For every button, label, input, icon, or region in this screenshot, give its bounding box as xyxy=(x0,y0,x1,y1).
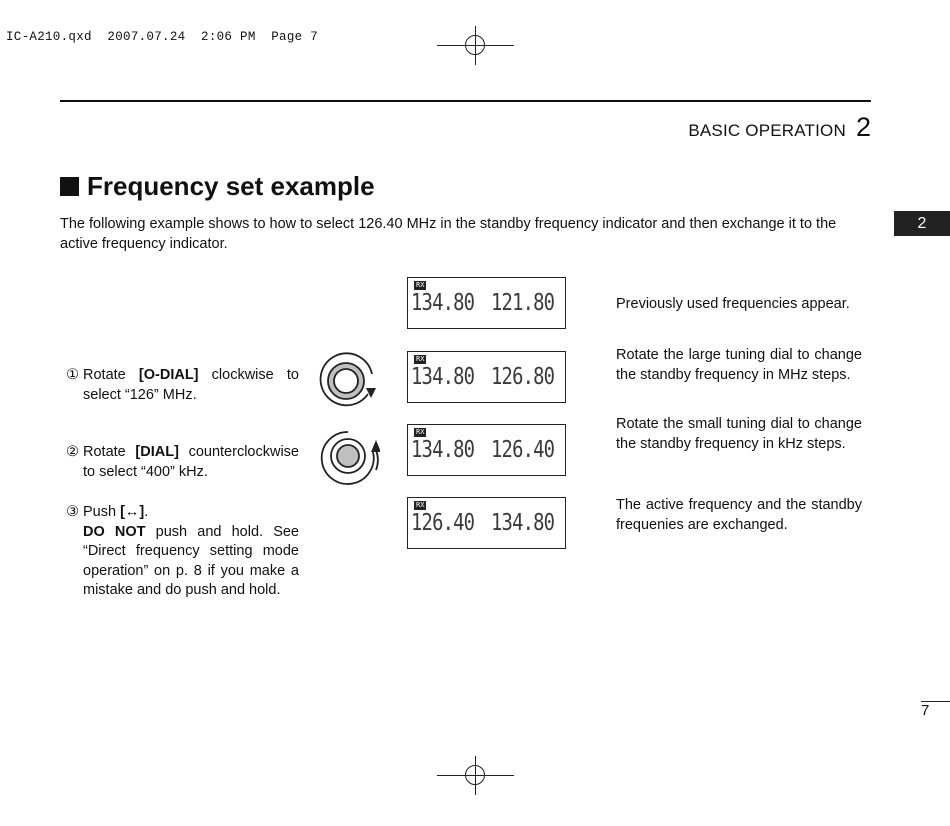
rx-badge: RX xyxy=(416,501,425,509)
lcd-display-3 xyxy=(407,424,566,476)
page-title xyxy=(60,171,375,202)
step-number: ① xyxy=(66,367,79,383)
standby-frequency: 121.80 xyxy=(491,290,555,316)
square-bullet-icon xyxy=(60,177,79,196)
intro-paragraph: The following example shows to how to select 126.40 MHz in the standby frequency indicator and then exchange it to the active frequency indicator. xyxy=(60,216,837,252)
display-description-3: Rotate the small tuning dial to change the standby frequency in kHz steps. xyxy=(616,416,862,452)
standby-frequency: 126.40 xyxy=(491,437,555,463)
header-rule xyxy=(60,100,871,102)
step-1: ① Rotate [O-DIAL] clockwise to select “126” MHz. xyxy=(66,367,299,403)
rx-badge: RX xyxy=(416,428,425,436)
active-frequency: 134.80 xyxy=(411,290,475,316)
large-dial-clockwise-icon xyxy=(316,352,378,408)
lcd-display-1 xyxy=(407,277,566,329)
rx-badge: RX xyxy=(416,355,425,363)
lcd-display-4 xyxy=(407,497,566,549)
section-header xyxy=(688,112,871,143)
rx-badge: RX xyxy=(416,281,425,289)
chapter-tab: 2 xyxy=(894,211,950,236)
display-description-2: Rotate the large tuning dial to change the standby frequency in MHz steps. xyxy=(616,347,862,383)
lcd-display-2 xyxy=(407,351,566,403)
page-title-text: Frequency set example xyxy=(87,171,375,201)
key-label: [DIAL] xyxy=(135,444,179,460)
key-label: [↔] xyxy=(120,504,145,520)
active-frequency: 134.80 xyxy=(411,437,475,463)
standby-frequency: 126.80 xyxy=(491,364,555,390)
section-number: 2 xyxy=(855,112,871,142)
warning-label: DO NOT xyxy=(83,523,146,540)
warning-text: push and hold. See “Direct frequency setting mode operation” on p. 8 if you make a mistake and do push and hold. xyxy=(83,523,299,598)
page-number: 7 xyxy=(921,702,930,719)
small-dial-counterclockwise-icon xyxy=(318,430,380,486)
step-2: ② Rotate [DIAL] counterclockwise to select “400” kHz. xyxy=(66,444,299,480)
display-description-4: The active frequency and the standby frequenies are exchanged. xyxy=(616,497,862,533)
active-frequency: 126.40 xyxy=(411,510,475,536)
print-slug: IC-A210.qxd 2007.07.24 2:06 PM Page 7 xyxy=(6,30,319,44)
section-title: BASIC OPERATION xyxy=(688,121,846,140)
active-frequency: 134.80 xyxy=(411,364,475,390)
key-label: [O-DIAL] xyxy=(138,367,199,383)
standby-frequency: 134.80 xyxy=(491,510,555,536)
step-3: ③ Push [↔]. DO NOT push and hold. See “Direct frequency setting mode operation” on p. 8 if you make a mistake and do push and hold. xyxy=(66,504,299,598)
step-number: ② xyxy=(66,444,79,460)
display-description-1: Previously used frequencies appear. xyxy=(616,296,850,312)
step-number: ③ xyxy=(66,504,79,520)
